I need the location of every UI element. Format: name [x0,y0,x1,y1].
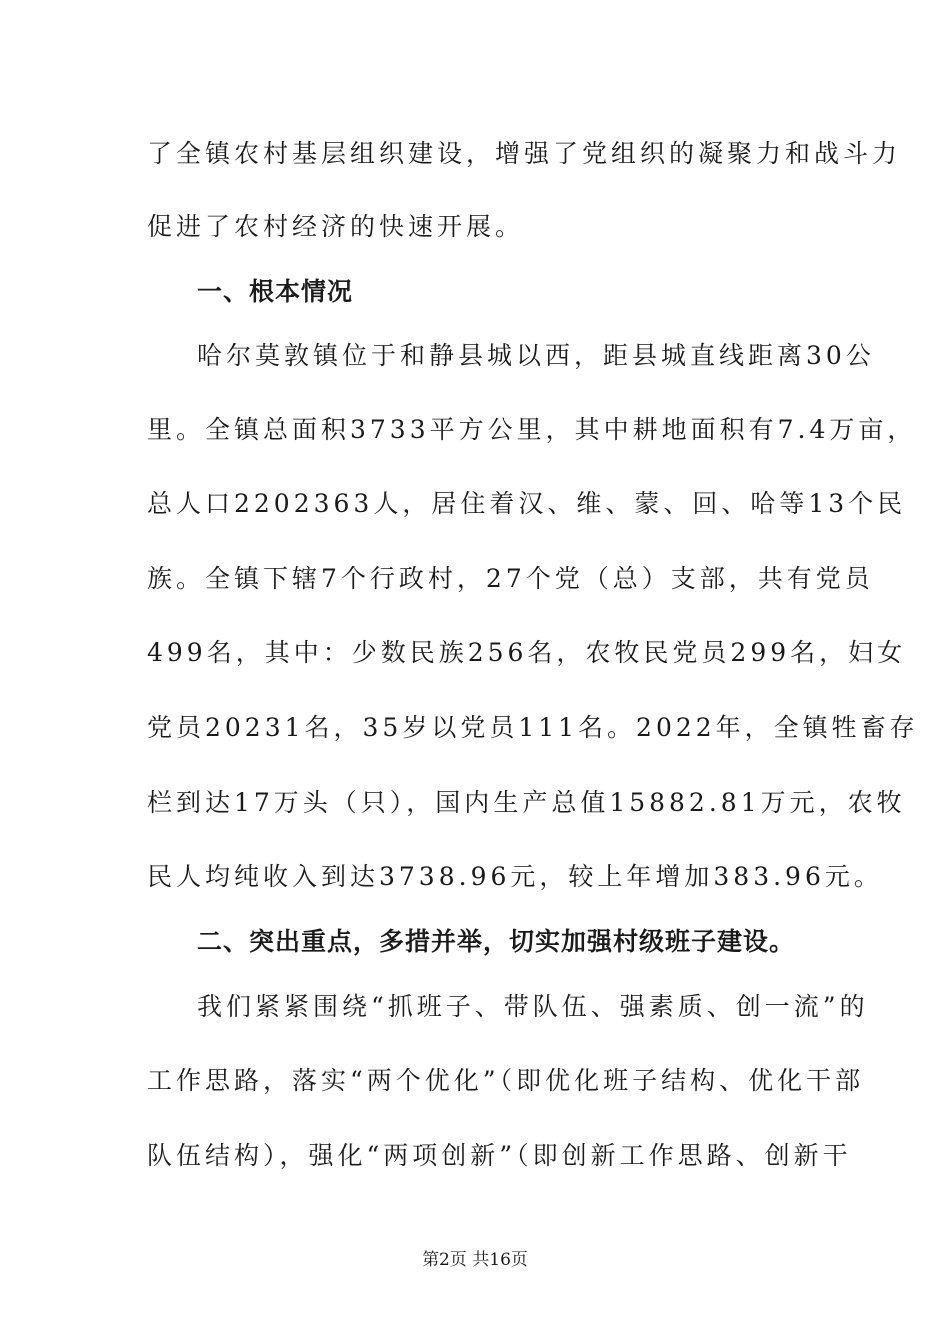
section-heading: 二、突出重点，多措并举，切实加强村级班子建设。 [197,927,796,956]
paragraph-line: 党员20231名，35岁以党员111名。2022年，全镇牲畜存 [147,713,919,742]
paragraph-line: 了全镇农村基层组织建设，增强了党组织的凝聚力和战斗力 [147,139,902,168]
paragraph-line: 499名，其中：少数民族256名，农牧民党员299名，妇女 [147,638,907,667]
page-footer: 第2页 共16页 [422,1250,528,1270]
paragraph-line: 栏到达17万头（只），国内生产总值15882.81万元，农牧 [147,788,906,817]
paragraph-line: 族。全镇下辖7个行政村，27个党（总）支部，共有党员 [147,564,874,593]
paragraph-line: 哈尔莫敦镇位于和静县城以西，距县城直线距离30公 [197,341,875,370]
section-heading: 一、根本情况 [197,277,354,306]
paragraph-line: 队伍结构），强化“两项创新”（即创新工作思路、创新干 [147,1141,852,1170]
paragraph-line: 民人均纯收入到达3738.96元，较上年增加383.96元。 [147,862,883,891]
paragraph-line: 我们紧紧围绕“抓班子、带队伍、强素质、创一流”的 [197,992,869,1021]
paragraph-line: 工作思路，落实“两个优化”（即优化班子结构、优化干部 [147,1066,865,1095]
paragraph-line: 里。全镇总面积3733平方公里，其中耕地面积有7.4万亩， [147,415,917,444]
paragraph-line: 总人口2202363人，居住着汉、维、蒙、回、哈等13个民 [147,489,907,518]
paragraph-line: 促进了农村经济的快速开展。 [147,212,525,241]
